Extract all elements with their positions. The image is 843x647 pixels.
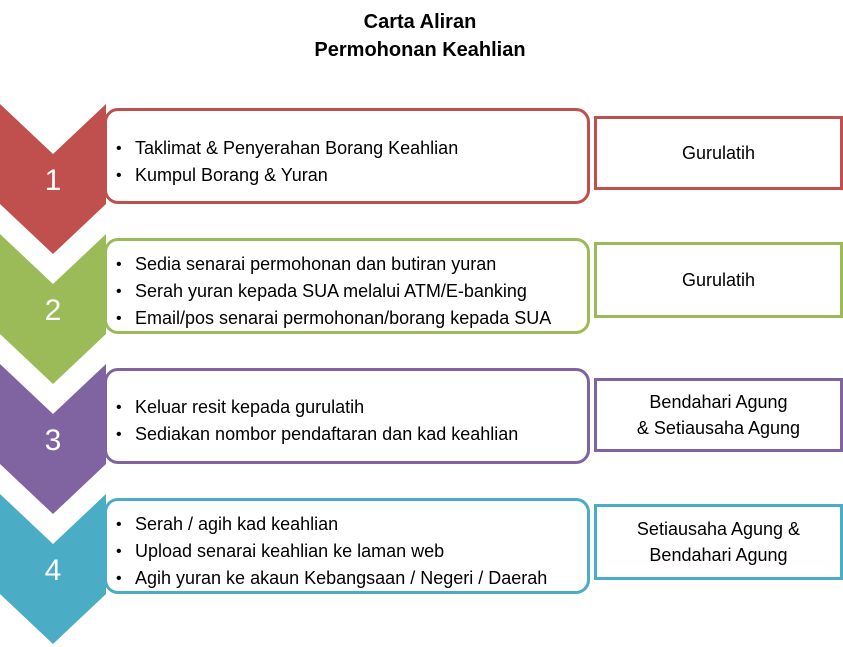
diagram-title xyxy=(220,8,620,64)
task-item xyxy=(116,162,587,189)
role-text: Bendahari Agung xyxy=(649,392,788,412)
task-text: Serah / agih kad keahlian xyxy=(135,514,339,534)
bullet-icon: • xyxy=(116,256,122,273)
bullet-icon: • xyxy=(116,140,122,157)
step-role-box xyxy=(594,378,843,452)
task-item xyxy=(116,251,587,278)
task-item xyxy=(116,538,587,565)
task-item xyxy=(116,135,587,162)
task-text: Sediakan nombor pendaftaran dan kad keahlian xyxy=(135,424,519,444)
step-role-box xyxy=(594,242,843,318)
task-item xyxy=(116,565,587,592)
role-text: Gurulatih xyxy=(681,143,756,163)
role-text: Setiausaha Agung & xyxy=(636,519,801,539)
task-text: Taklimat & Penyerahan Borang Keahlian xyxy=(135,138,459,158)
step-task-box xyxy=(104,108,590,204)
bullet-icon: • xyxy=(116,570,122,587)
step-task-box xyxy=(104,238,590,334)
bullet-icon: • xyxy=(116,167,122,184)
step-task-box xyxy=(104,368,590,464)
task-text: Agih yuran ke akaun Kebangsaan / Negeri / Daerah xyxy=(135,568,548,588)
step-role-box xyxy=(594,116,843,190)
step-number: 4 xyxy=(44,554,62,587)
role-text: Gurulatih xyxy=(681,270,756,290)
bullet-icon: • xyxy=(116,310,122,327)
bullet-icon: • xyxy=(116,399,122,416)
task-item xyxy=(116,305,587,332)
step-number: 2 xyxy=(44,294,62,327)
task-item xyxy=(116,421,587,448)
task-item xyxy=(116,511,587,538)
task-list xyxy=(107,394,587,448)
bullet-icon: • xyxy=(116,543,122,560)
role-text: & Setiausaha Agung xyxy=(636,418,801,438)
task-text: Serah yuran kepada SUA melalui ATM/E-banking xyxy=(135,281,527,301)
step-number: 1 xyxy=(44,164,62,197)
task-list xyxy=(107,511,587,592)
step-number: 3 xyxy=(44,424,62,457)
title-line-2: Permohonan Keahlian xyxy=(314,39,526,61)
task-text: Upload senarai keahlian ke laman web xyxy=(135,541,445,561)
task-text: Keluar resit kepada gurulatih xyxy=(135,397,365,417)
step-task-box xyxy=(104,498,590,594)
task-list xyxy=(107,251,587,332)
bullet-icon: • xyxy=(116,283,122,300)
step-role-box xyxy=(594,504,843,580)
bullet-icon: • xyxy=(116,426,122,443)
task-text: Sedia senarai permohonan dan butiran yuran xyxy=(135,254,497,274)
title-line-1: Carta Aliran xyxy=(363,11,477,33)
task-text: Kumpul Borang & Yuran xyxy=(135,165,328,185)
role-text: Bendahari Agung xyxy=(649,545,788,565)
task-item xyxy=(116,394,587,421)
task-text: Email/pos senarai permohonan/borang kepada SUA xyxy=(135,308,552,328)
bullet-icon: • xyxy=(116,516,122,533)
task-list xyxy=(107,135,587,189)
task-item xyxy=(116,278,587,305)
